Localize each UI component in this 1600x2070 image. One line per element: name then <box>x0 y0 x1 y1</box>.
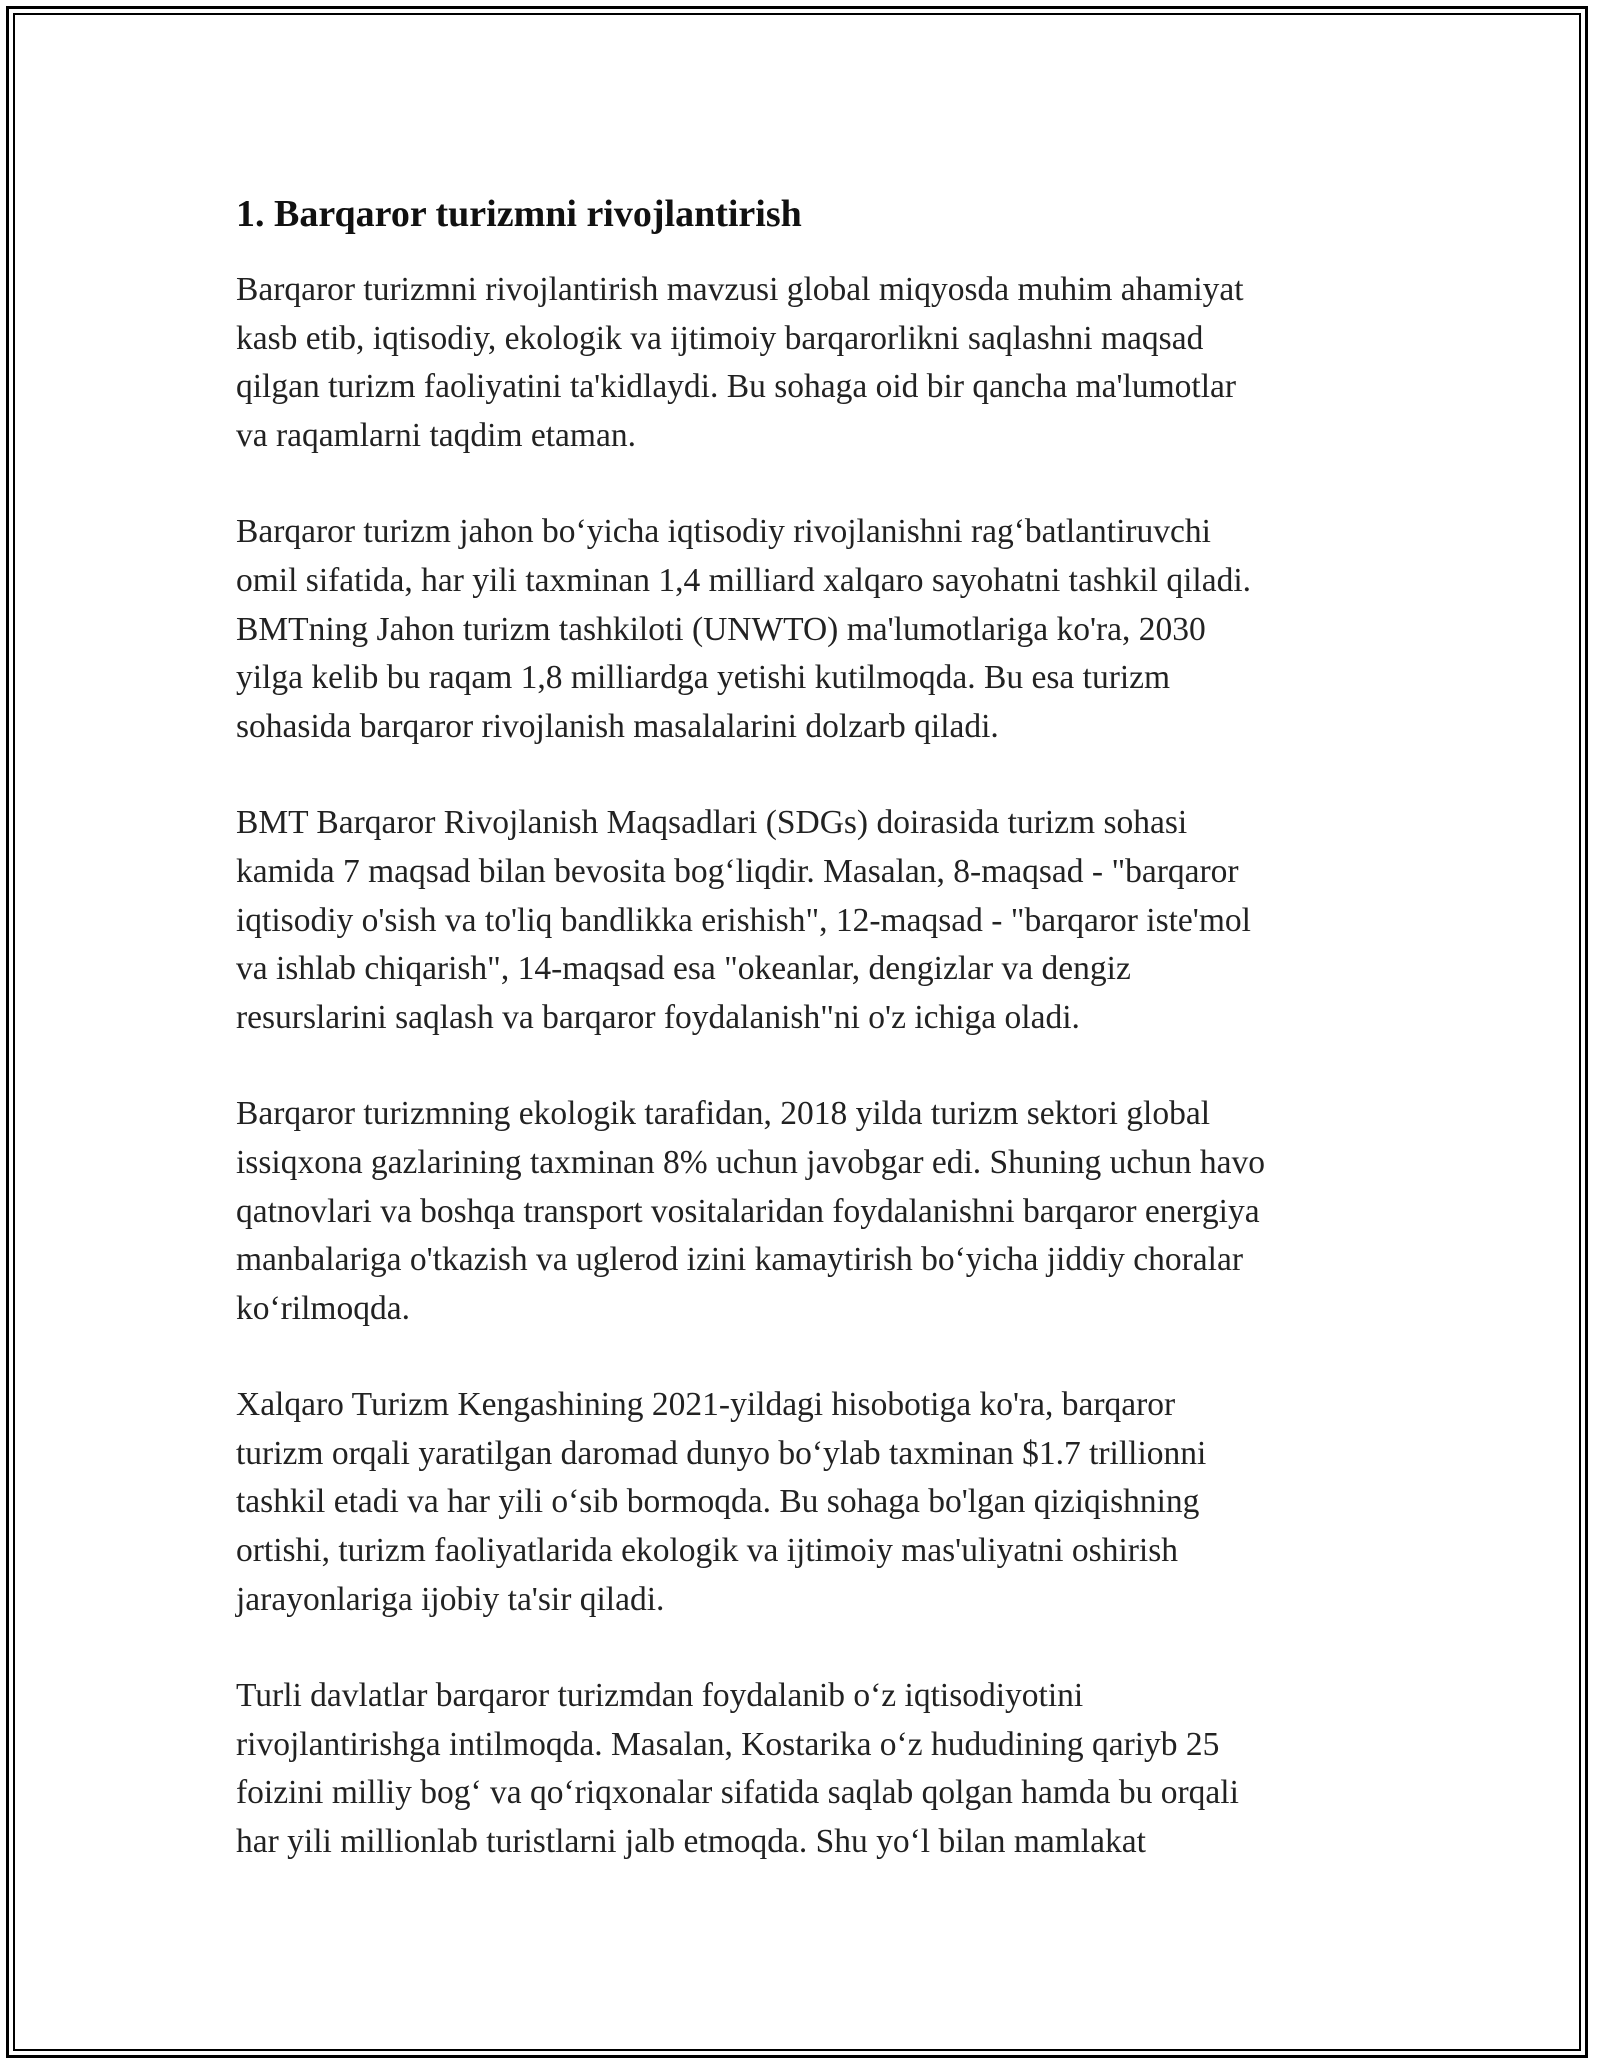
paragraph-ecology <box>236 1090 1381 1333</box>
text-line: iqtisodiy o'sish va to'liq bandlikka erishish", 12-maqsad - "barqaror iste'mol <box>236 901 1251 939</box>
text-line: issiqxona gazlarining taxminan 8% uchun javobgar edi. Shuning uchun havo <box>236 1143 1265 1181</box>
text-line: rivojlantirishga intilmoqda. Masalan, Kostarika o‘z hududining qariyb 25 <box>236 1725 1220 1763</box>
text-line: Barqaror turizmning ekologik tarafidan, 2018 yilda turizm sektori global <box>236 1095 1211 1133</box>
text-line: sohasida barqaror rivojlanish masalalarini dolzarb qiladi. <box>236 707 999 745</box>
text-line: yilga kelib bu raqam 1,8 milliardga yetishi kutilmoqda. Bu esa turizm <box>236 659 1171 697</box>
text-line: va ishlab chiqarish", 14-maqsad esa "okeanlar, dengizlar va dengiz <box>236 950 1131 988</box>
paragraph-revenue <box>236 1381 1381 1624</box>
text-line: manbalariga o'tkazish va uglerod izini kamaytirish bo‘yicha jiddiy choralar <box>236 1241 1243 1279</box>
section-heading: 1. Barqaror turizmni rivojlantirish <box>236 193 802 235</box>
document-body <box>236 188 1381 1915</box>
text-line: Barqaror turizmni rivojlantirish mavzusi global miqyosda muhim ahamiyat <box>236 271 1244 308</box>
paragraph-global-travel <box>236 508 1381 751</box>
text-line: Xalqaro Turizm Kengashining 2021-yildagi hisobotiga ko'ra, barqaror <box>236 1386 1176 1424</box>
text-line: kasb etib, iqtisodiy, ekologik va ijtimoiy barqarorlikni saqlashni maqsad <box>236 319 1204 357</box>
text-line: foizini milliy bog‘ va qo‘riqxonalar sifatida saqlab qolgan hamda bu orqali <box>236 1774 1239 1812</box>
text-line: omil sifatida, har yili taxminan 1,4 milliard xalqaro sayohatni tashkil qiladi. <box>236 561 1252 599</box>
text-line: Turli davlatlar barqaror turizmdan foydalanib o‘z iqtisodiyotini <box>236 1677 1084 1715</box>
text-line: resurslarini saqlash va barqaror foydalanish"ni o'z ichiga oladi. <box>236 998 1080 1036</box>
text-line: BMT Barqaror Rivojlanish Maqsadlari (SDGs) doirasida turizm sohasi <box>236 804 1188 842</box>
text-line: Barqaror turizm jahon bo‘yicha iqtisodiy rivojlanishni rag‘batlantiruvchi <box>236 513 1211 551</box>
text-line: har yili millionlab turistlarni jalb etmoqda. Shu yo‘l bilan mamlakat <box>236 1823 1146 1861</box>
text-line: qilgan turizm faoliyatini ta'kidlaydi. Bu sohaga oid bir qancha ma'lumotlar <box>236 368 1237 406</box>
paragraph-countries <box>236 1672 1381 1866</box>
paragraph-intro <box>236 266 1381 460</box>
text-line: va raqamlarni taqdim etaman. <box>236 416 636 454</box>
text-line: kamida 7 maqsad bilan bevosita bog‘liqdir. Masalan, 8-maqsad - "barqaror <box>236 852 1239 890</box>
paragraph-sdgs <box>236 799 1381 1042</box>
text-line: BMTning Jahon turizm tashkiloti (UNWTO) ma'lumotlariga ko'ra, 2030 <box>236 610 1206 648</box>
text-line: ko‘rilmoqda. <box>236 1289 410 1327</box>
text-line: jarayonlariga ijobiy ta'sir qiladi. <box>236 1580 665 1618</box>
text-line: tashkil etadi va har yili o‘sib bormoqda. Bu sohaga bo'lgan qiziqishning <box>236 1483 1200 1521</box>
text-line: turizm orqali yaratilgan daromad dunyo bo‘ylab taxminan $1.7 trillionni <box>236 1434 1207 1472</box>
text-line: ortishi, turizm faoliyatlarida ekologik va ijtimoiy mas'uliyatni oshirish <box>236 1532 1179 1570</box>
text-line: qatnovlari va boshqa transport vositalaridan foydalanishni barqaror energiya <box>236 1192 1260 1230</box>
